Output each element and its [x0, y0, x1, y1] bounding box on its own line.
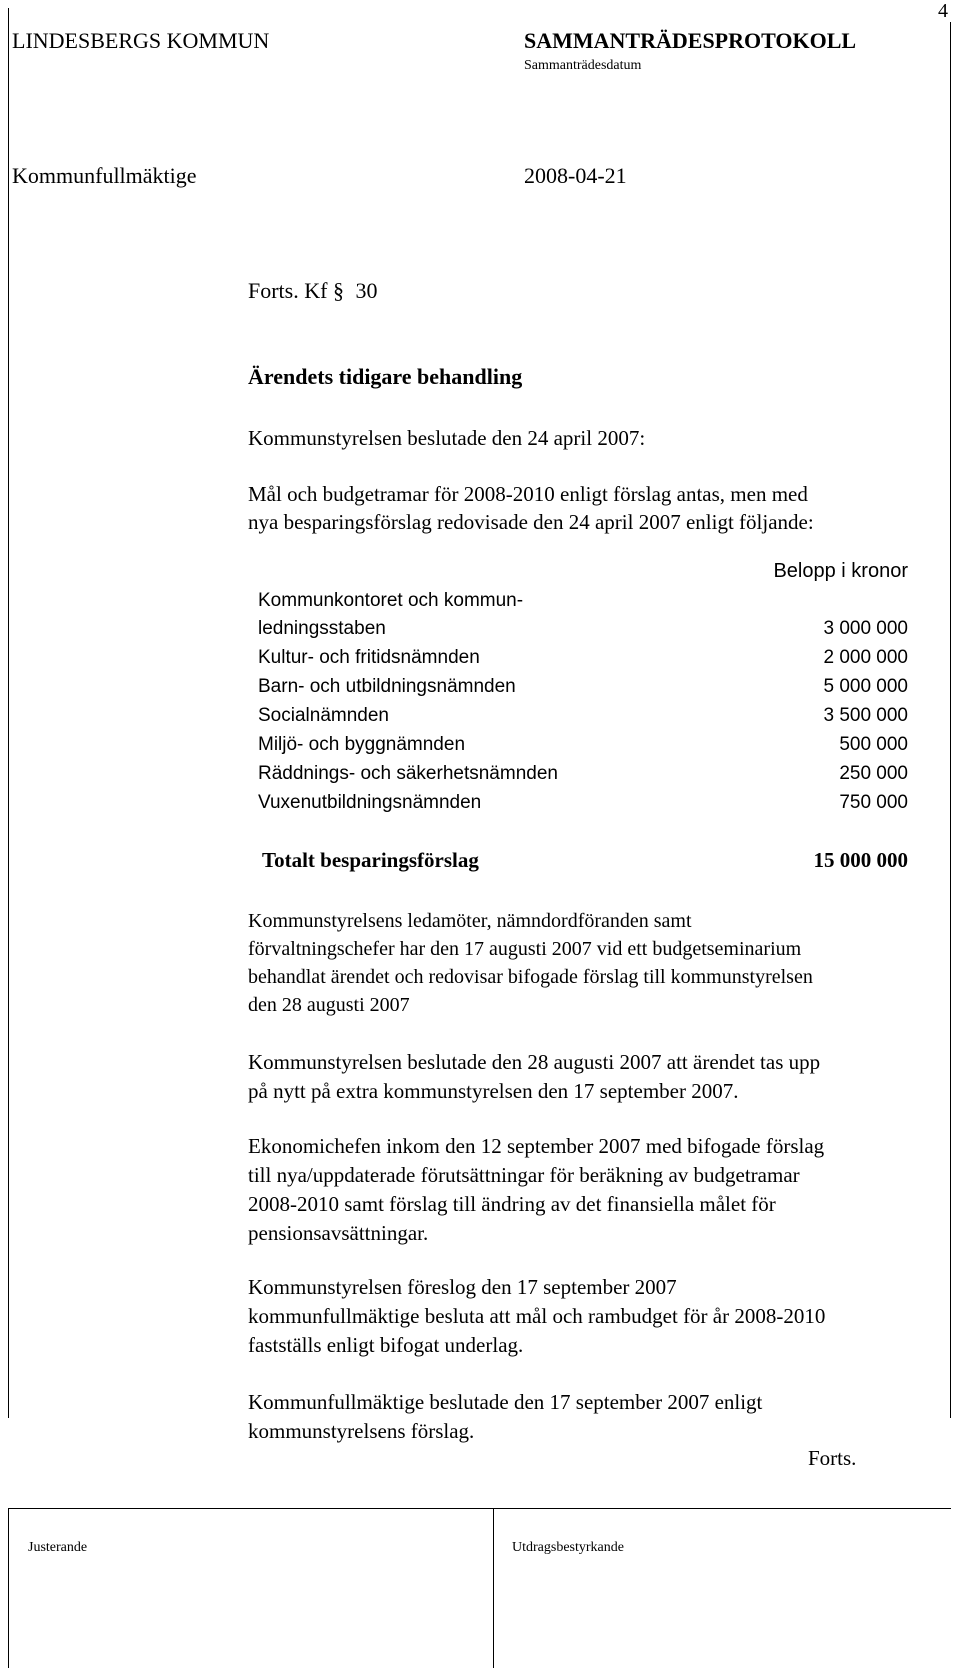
- footer-justerande-label: Justerande: [28, 1540, 88, 1555]
- table-row: [258, 676, 908, 704]
- table-row: [258, 763, 908, 791]
- table-row: [258, 792, 908, 820]
- paragraph-7-line-2: kommunstyrelsens förslag.: [248, 1419, 475, 1443]
- row-amount: 3 500 000: [823, 705, 908, 726]
- section-prefix: Forts. Kf: [248, 278, 328, 303]
- total-label: Totalt besparingsförslag: [262, 848, 479, 872]
- row-label: ledningsstaben: [258, 618, 386, 639]
- paragraph-4-line-1: Kommunstyrelsen beslutade den 28 augusti 2007 att ärendet tas upp: [248, 1050, 821, 1074]
- section-number: 30: [355, 278, 378, 303]
- date-label: Sammanträdesdatum: [524, 58, 642, 73]
- section-reference: [248, 278, 377, 304]
- continued-note: Forts.: [808, 1446, 857, 1470]
- table-row: [258, 705, 908, 733]
- footer-left-border: [8, 1508, 9, 1668]
- paragraph-5-line-3: 2008-2010 samt förslag till ändring av det finansiella målet för: [248, 1192, 776, 1216]
- footer-divider-top: [8, 1508, 951, 1509]
- row-label: Kultur- och fritidsnämnden: [258, 647, 480, 668]
- row-amount: 750 000: [839, 792, 908, 813]
- total-amount: 15 000 000: [813, 848, 908, 872]
- row-label: Socialnämnden: [258, 705, 389, 726]
- footer-utdragsbestyrkande-label: Utdragsbestyrkande: [512, 1540, 624, 1555]
- paragraph-2-line-2: nya besparingsförslag redovisade den 24 april 2007 enligt följande:: [248, 510, 814, 534]
- row-amount: 5 000 000: [823, 676, 908, 697]
- row-amount: 250 000: [839, 763, 908, 784]
- paragraph-3-line-2: förvaltningschefer har den 17 augusti 2007 vid ett budgetseminarium: [248, 938, 802, 960]
- meeting-body: Kommunfullmäktige: [12, 163, 197, 188]
- paragraph-3-line-4: den 28 augusti 2007: [248, 994, 410, 1016]
- amount-column-header: Belopp i kronor: [773, 560, 908, 582]
- row-label: Miljö- och byggnämnden: [258, 734, 466, 755]
- paragraph-6-line-1: Kommunstyrelsen föreslog den 17 september 2007: [248, 1275, 677, 1299]
- table-total-row: [262, 848, 908, 876]
- paragraph-5-line-4: pensionsavsättningar.: [248, 1221, 429, 1245]
- paragraph-symbol: §: [332, 278, 344, 303]
- row-amount: 2 000 000: [823, 647, 908, 668]
- row-label: Räddnings- och säkerhetsnämnden: [258, 763, 558, 784]
- paragraph-4-line-2: på nytt på extra kommunstyrelsen den 17 september 2007.: [248, 1079, 739, 1103]
- row-amount: 3 000 000: [823, 618, 908, 639]
- section-heading: Ärendets tidigare behandling: [248, 364, 523, 389]
- row-label: Kommunkontoret och kommun-: [258, 590, 524, 611]
- paragraph-6-line-2: kommunfullmäktige besluta att mål och rambudget för år 2008-2010: [248, 1304, 826, 1328]
- row-label: Barn- och utbildningsnämnden: [258, 676, 516, 697]
- paragraph-2-line-1: Mål och budgetramar för 2008-2010 enligt förslag antas, men med: [248, 482, 808, 506]
- left-margin-line: [8, 8, 9, 1418]
- footer-middle-border: [493, 1508, 494, 1668]
- row-label: Vuxenutbildningsnämnden: [258, 792, 482, 813]
- paragraph-3-line-3: behandlat ärendet och redovisar bifogade förslag till kommunstyrelsen: [248, 966, 813, 988]
- meeting-date: 2008-04-21: [524, 163, 627, 188]
- municipality-name: LINDESBERGS KOMMUN: [12, 28, 270, 53]
- right-margin-line: [950, 22, 951, 1418]
- paragraph-5-line-1: Ekonomichefen inkom den 12 september 2007 med bifogade förslag: [248, 1134, 825, 1158]
- document-type: SAMMANTRÄDESPROTOKOLL: [524, 28, 857, 53]
- paragraph-5-line-2: till nya/uppdaterade förutsättningar för beräkning av budgetramar: [248, 1163, 800, 1187]
- table-row: [258, 590, 908, 618]
- table-row: [258, 734, 908, 762]
- table-row: [258, 647, 908, 675]
- row-amount: 500 000: [839, 734, 908, 755]
- page-number: 4: [938, 0, 948, 22]
- paragraph-6-line-3: fastställs enligt bifogat underlag.: [248, 1333, 524, 1357]
- table-row: [258, 618, 908, 646]
- paragraph-1: Kommunstyrelsen beslutade den 24 april 2007:: [248, 426, 646, 450]
- paragraph-3-line-1: Kommunstyrelsens ledamöter, nämndordföranden samt: [248, 910, 692, 932]
- paragraph-7-line-1: Kommunfullmäktige beslutade den 17 september 2007 enligt: [248, 1390, 763, 1414]
